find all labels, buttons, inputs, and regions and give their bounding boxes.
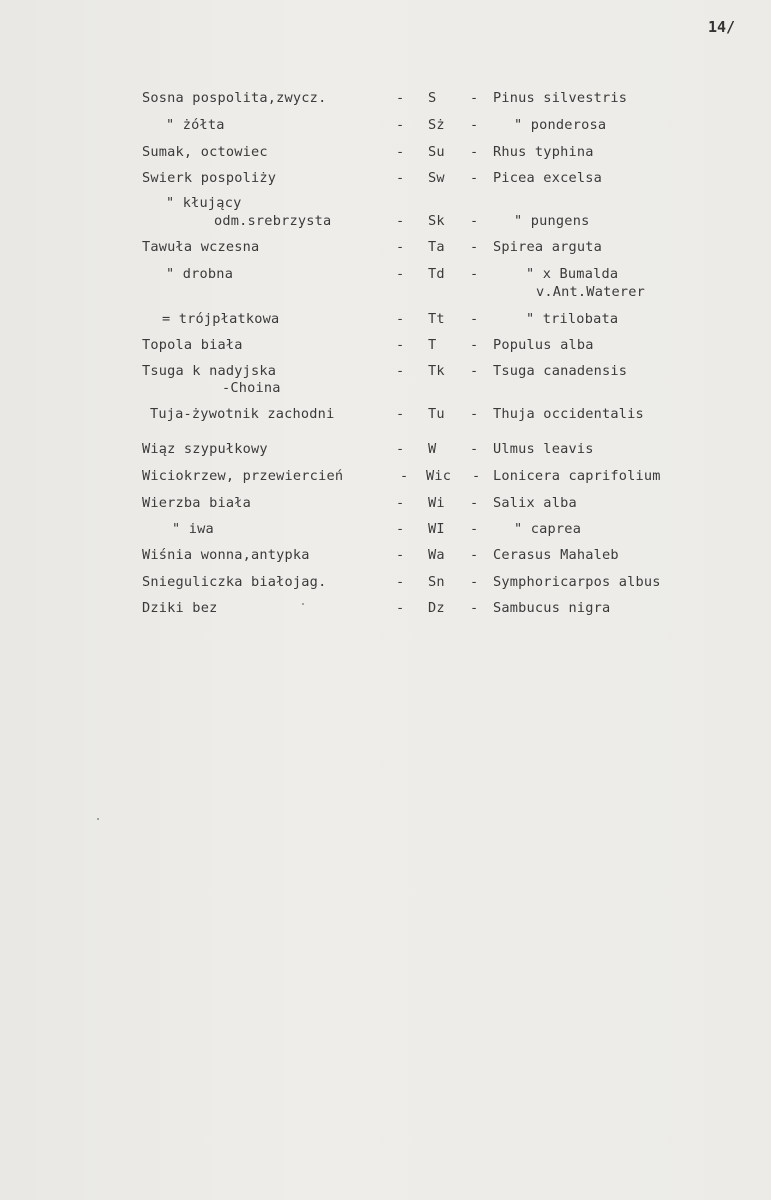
polish-name-line2: odm.srebrzysta	[214, 213, 332, 229]
polish-name: Wierzba biała	[142, 495, 251, 511]
separator-dash: -	[396, 266, 405, 282]
page-number: 14/	[708, 18, 736, 36]
separator-dash: -	[396, 495, 405, 511]
separator-dash: -	[396, 406, 405, 422]
polish-name: Topola biała	[142, 337, 243, 353]
latin-name: Cerasus Mahaleb	[493, 547, 619, 563]
separator-dash: -	[396, 547, 405, 563]
separator-dash: -	[470, 406, 479, 422]
separator-dash: -	[470, 337, 479, 353]
separator-dash: -	[396, 170, 405, 186]
latin-name: Ulmus leavis	[493, 441, 594, 457]
separator-dash: -	[396, 117, 405, 133]
separator-dash: -	[470, 495, 479, 511]
polish-name: Sumak, octowiec	[142, 144, 268, 160]
species-code: Tt	[428, 311, 445, 327]
species-code: Wa	[428, 547, 445, 563]
separator-dash: -	[396, 239, 405, 255]
latin-name: Lonicera caprifolium	[493, 468, 661, 484]
latin-name: Pinus silvestris	[493, 90, 628, 106]
separator-dash: -	[470, 90, 479, 106]
separator-dash: -	[470, 266, 479, 282]
polish-name: Snieguliczka białojag.	[142, 574, 327, 590]
polish-name: " iwa	[172, 521, 214, 537]
polish-name: Wiciokrzew, przewiercień	[142, 468, 344, 484]
polish-name: Dziki bez	[142, 600, 218, 616]
latin-name: Symphoricarpos albus	[493, 574, 661, 590]
species-code: W	[428, 441, 437, 457]
species-code: S	[428, 90, 437, 106]
species-code: Sż	[428, 117, 445, 133]
latin-name: Thuja occidentalis	[493, 406, 644, 422]
latin-name: " caprea	[514, 521, 582, 537]
species-code: Tu	[428, 406, 445, 422]
separator-dash: -	[470, 547, 479, 563]
separator-dash: -	[470, 363, 479, 379]
latin-name: " ponderosa	[514, 117, 607, 133]
latin-name: Rhus typhina	[493, 144, 594, 160]
separator-dash: -	[396, 363, 405, 379]
separator-dash: -	[470, 521, 479, 537]
separator-dash: -	[396, 337, 405, 353]
polish-name: " drobna	[166, 266, 234, 282]
separator-dash: -	[400, 468, 409, 484]
species-code: Sk	[428, 213, 445, 229]
separator-dash: -	[396, 521, 405, 537]
latin-name: " pungens	[514, 213, 590, 229]
latin-name: Salix alba	[493, 495, 577, 511]
paper-speck	[302, 603, 304, 605]
species-code: Tk	[428, 363, 445, 379]
polish-name: Tuja-żywotnik zachodni	[150, 406, 335, 422]
latin-name: Populus alba	[493, 337, 594, 353]
polish-name: = trójpłatkowa	[162, 311, 280, 327]
species-code: Td	[428, 266, 445, 282]
separator-dash: -	[396, 311, 405, 327]
separator-dash: -	[470, 600, 479, 616]
separator-dash: -	[396, 441, 405, 457]
polish-name: Sosna pospolita,zwycz.	[142, 90, 327, 106]
separator-dash: -	[470, 311, 479, 327]
separator-dash: -	[396, 574, 405, 590]
separator-dash: -	[470, 117, 479, 133]
latin-name: " trilobata	[526, 311, 619, 327]
polish-name: Swierk pospoliży	[142, 170, 277, 186]
separator-dash: -	[470, 213, 479, 229]
species-code: Ta	[428, 239, 445, 255]
latin-name: Tsuga canadensis	[493, 363, 628, 379]
separator-dash: -	[396, 90, 405, 106]
separator-dash: -	[470, 239, 479, 255]
polish-name: Tsuga k nadyjska	[142, 363, 277, 379]
separator-dash: -	[396, 600, 405, 616]
separator-dash: -	[470, 441, 479, 457]
separator-dash: -	[470, 144, 479, 160]
species-code: Su	[428, 144, 445, 160]
latin-name: " x Bumalda	[526, 266, 619, 282]
polish-name: Wiąz szypułkowy	[142, 441, 268, 457]
latin-name-line2: v.Ant.Waterer	[536, 284, 645, 300]
separator-dash: -	[470, 574, 479, 590]
species-code: Wi	[428, 495, 445, 511]
separator-dash: -	[470, 170, 479, 186]
latin-name: Sambucus nigra	[493, 600, 611, 616]
species-code: Sn	[428, 574, 445, 590]
latin-name: Spirea arguta	[493, 239, 602, 255]
polish-name-line2: -Choina	[222, 380, 281, 396]
separator-dash: -	[472, 468, 481, 484]
paper-speck	[97, 818, 99, 820]
polish-name: Wiśnia wonna,antypka	[142, 547, 310, 563]
species-code: Sw	[428, 170, 445, 186]
separator-dash: -	[396, 213, 405, 229]
species-code: WI	[428, 521, 445, 537]
separator-dash: -	[396, 144, 405, 160]
species-code: Wic	[426, 468, 452, 484]
species-code: Dz	[428, 600, 445, 616]
latin-name: Picea excelsa	[493, 170, 602, 186]
polish-name: " żółta	[166, 117, 225, 133]
species-code: T	[428, 337, 437, 353]
polish-name: " kłujący	[166, 195, 242, 211]
polish-name: Tawuła wczesna	[142, 239, 260, 255]
